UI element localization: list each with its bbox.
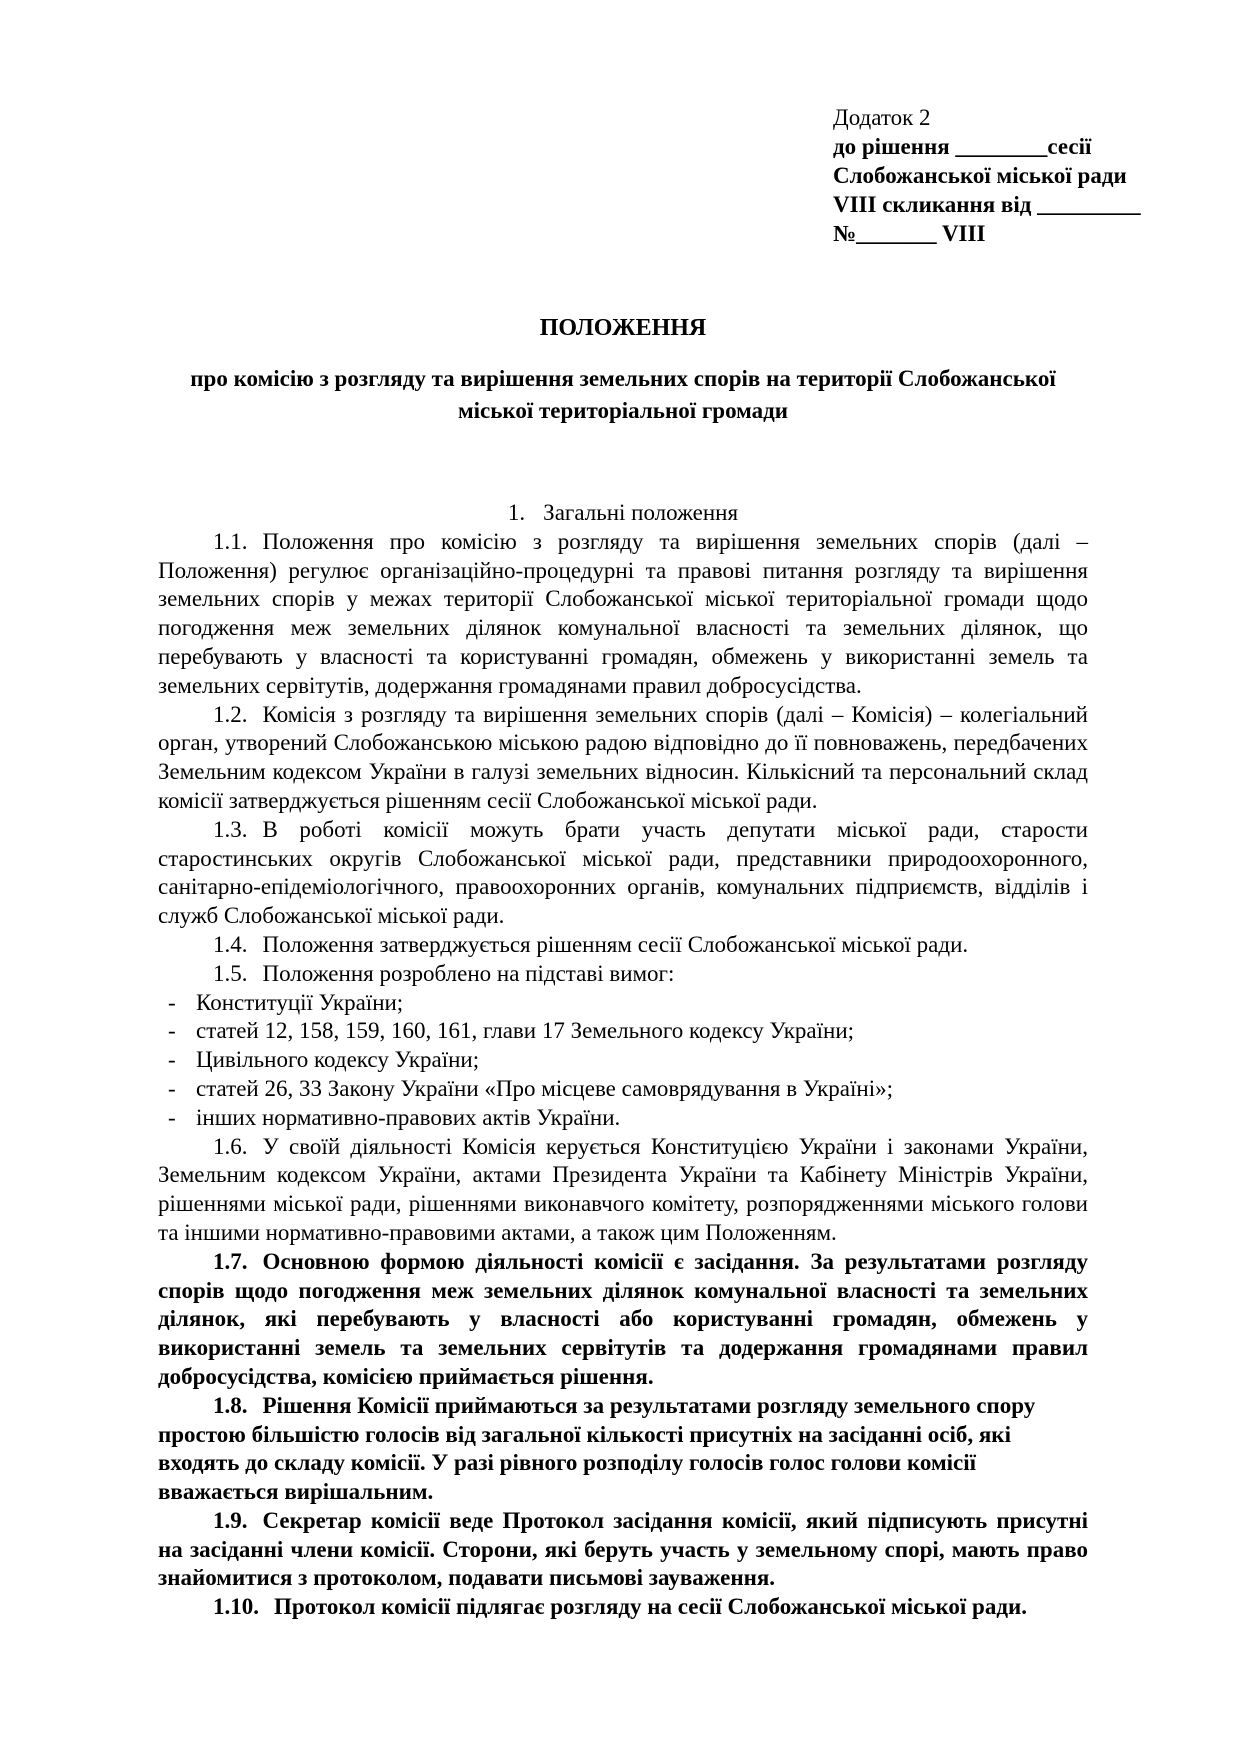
list-item — [158, 989, 1088, 1018]
dash-bullet: - — [168, 1075, 176, 1101]
list-item-text: Цивільного кодексу України; — [196, 1047, 480, 1073]
annex-line: VIII скликання від _________ — [833, 192, 1141, 217]
paragraph-1-1 — [158, 528, 1088, 701]
paragraph-number: 1.2. — [213, 701, 248, 727]
paragraph-number: 1.8. — [213, 1392, 248, 1418]
dash-bullet: - — [168, 1047, 176, 1073]
annex-header-block — [833, 103, 1141, 248]
paragraph-text: Положення про комісію з розгляду та вирішення земельних спорів (далі – Положення) регулює організаційно-процедурні та правові питання розгляду та вирішення земельних спорів у межах території Слобожанської міської територіальної громади щодо погодження меж земельних ділянок комунальної власності та земельних ділянок, що перебувають у власності та користуванні громадян, обмежень у використанні земель та земельних сервітутів, додержання громадянами правил добросусідства. — [158, 528, 1088, 698]
list-item-text: інших нормативно-правових актів України. — [196, 1104, 621, 1130]
document-body — [158, 528, 1088, 1622]
document-subtitle: про комісію з розгляду та вирішення земельних спорів на території Слобожанської міської територіальної громади — [190, 366, 1056, 423]
paragraph-text: Комісія з розгляду та вирішення земельних спорів (далі – Комісія) – колегіальний орган, утворений Слобожанською міською радою відповідно до її повноважень, передбачених Земельним кодексом України в галузі земельних відносин. Кількісний та персональний склад комісії затверджується рішенням сесії Слобожанської міської ради. — [158, 701, 1088, 813]
paragraph-1-8 — [158, 1392, 1088, 1507]
paragraph-text: Положення розроблено на підставі вимог: — [262, 960, 675, 986]
paragraph-text: Секретар комісії веде Протокол засідання комісії, який підписують присутні на засіданні члени комісії. Сторони, які беруть участь у земельному спорі, мають право знайомитися з протоколом, подавати письмові зауваження. — [158, 1507, 1088, 1591]
paragraph-1-2 — [158, 701, 1088, 816]
paragraph-1-9 — [158, 1507, 1088, 1593]
paragraph-1-10 — [158, 1593, 1088, 1622]
paragraph-text: Основною формою діяльності комісії є засідання. За результатами розгляду спорів щодо погодження меж земельних ділянок комунальної власності та земельних ділянок, які перебувають у власності або користуванні громадян, обмежень у використанні земель та земельних сервітутів та додержання громадянами правил добросусідства, комісією приймається рішення. — [158, 1248, 1088, 1389]
paragraph-text: В роботі комісії можуть брати участь депутати міської ради, старости старостинських округів Слобожанської міської ради, представники природоохоронного, санітарно-епідеміологічного, правоохоронних органів, комунальних підприємств, відділів і служб Слобожанської міської ради. — [158, 816, 1088, 929]
dash-bullet: - — [168, 989, 176, 1015]
paragraph-1-7 — [158, 1248, 1088, 1392]
paragraph-1-3 — [158, 816, 1088, 931]
dash-bullet: - — [168, 1104, 176, 1130]
list-item — [158, 1075, 1088, 1104]
section-heading — [158, 499, 1088, 528]
dash-bullet: - — [168, 1018, 176, 1044]
paragraph-number: 1.1. — [213, 528, 248, 554]
paragraph-text: У своїй діяльності Комісія керується Конституцією України і законами України, Земельним кодексом України, актами Президента України та Кабінету Міністрів України, рішеннями міської ради, рішеннями виконавчого комітету, розпорядженнями міського голови та іншими нормативно-правовими актами, а також цим Положенням. — [158, 1133, 1088, 1245]
paragraph-number: 1.5. — [213, 960, 248, 986]
list-item-text: статей 26, 33 Закону України «Про місцеве самоврядування в Україні»; — [196, 1075, 893, 1101]
paragraph-1-6 — [158, 1133, 1088, 1248]
paragraph-text: Положення затверджується рішенням сесії Слобожанської міської ради. — [262, 931, 969, 957]
paragraph-number: 1.4. — [213, 931, 248, 957]
paragraph-number: 1.10. — [213, 1594, 259, 1620]
list-item-text: Конституції України; — [196, 989, 404, 1015]
list-item — [158, 1017, 1088, 1046]
section-number: 1. — [507, 500, 526, 525]
paragraph-number: 1.7. — [213, 1248, 248, 1274]
paragraph-number: 1.9. — [213, 1507, 248, 1533]
paragraph-number: 1.6. — [213, 1133, 248, 1159]
list-item-text: статей 12, 158, 159, 160, 161, глави 17 Земельного кодексу України; — [196, 1018, 855, 1044]
list-item — [158, 1104, 1088, 1133]
section-title: Загальні положення — [543, 500, 739, 525]
paragraph-text: Рішення Комісії приймаються за результатами розгляду земельного спору простою більшістю голосів від загальної кількості присутніх на засіданні осіб, які входять до складу комісії. У разі рівного розподілу голосів голос голови комісії вважається вирішальним. — [158, 1392, 1036, 1505]
annex-line: №_______ VIII — [833, 221, 986, 246]
document-title: ПОЛОЖЕННЯ — [539, 315, 707, 341]
annex-line: Слобожанської міської ради — [833, 163, 1127, 188]
annex-line: Додаток 2 — [833, 105, 931, 130]
paragraph-text: Протокол комісії підлягає розгляду на сесії Слобожанської міської ради. — [274, 1594, 1027, 1620]
paragraph-1-5 — [158, 960, 1088, 989]
list-item — [158, 1046, 1088, 1075]
annex-line: до рішення ________сесії — [833, 134, 1092, 159]
paragraph-number: 1.3. — [213, 816, 248, 842]
paragraph-1-4 — [158, 931, 1088, 960]
